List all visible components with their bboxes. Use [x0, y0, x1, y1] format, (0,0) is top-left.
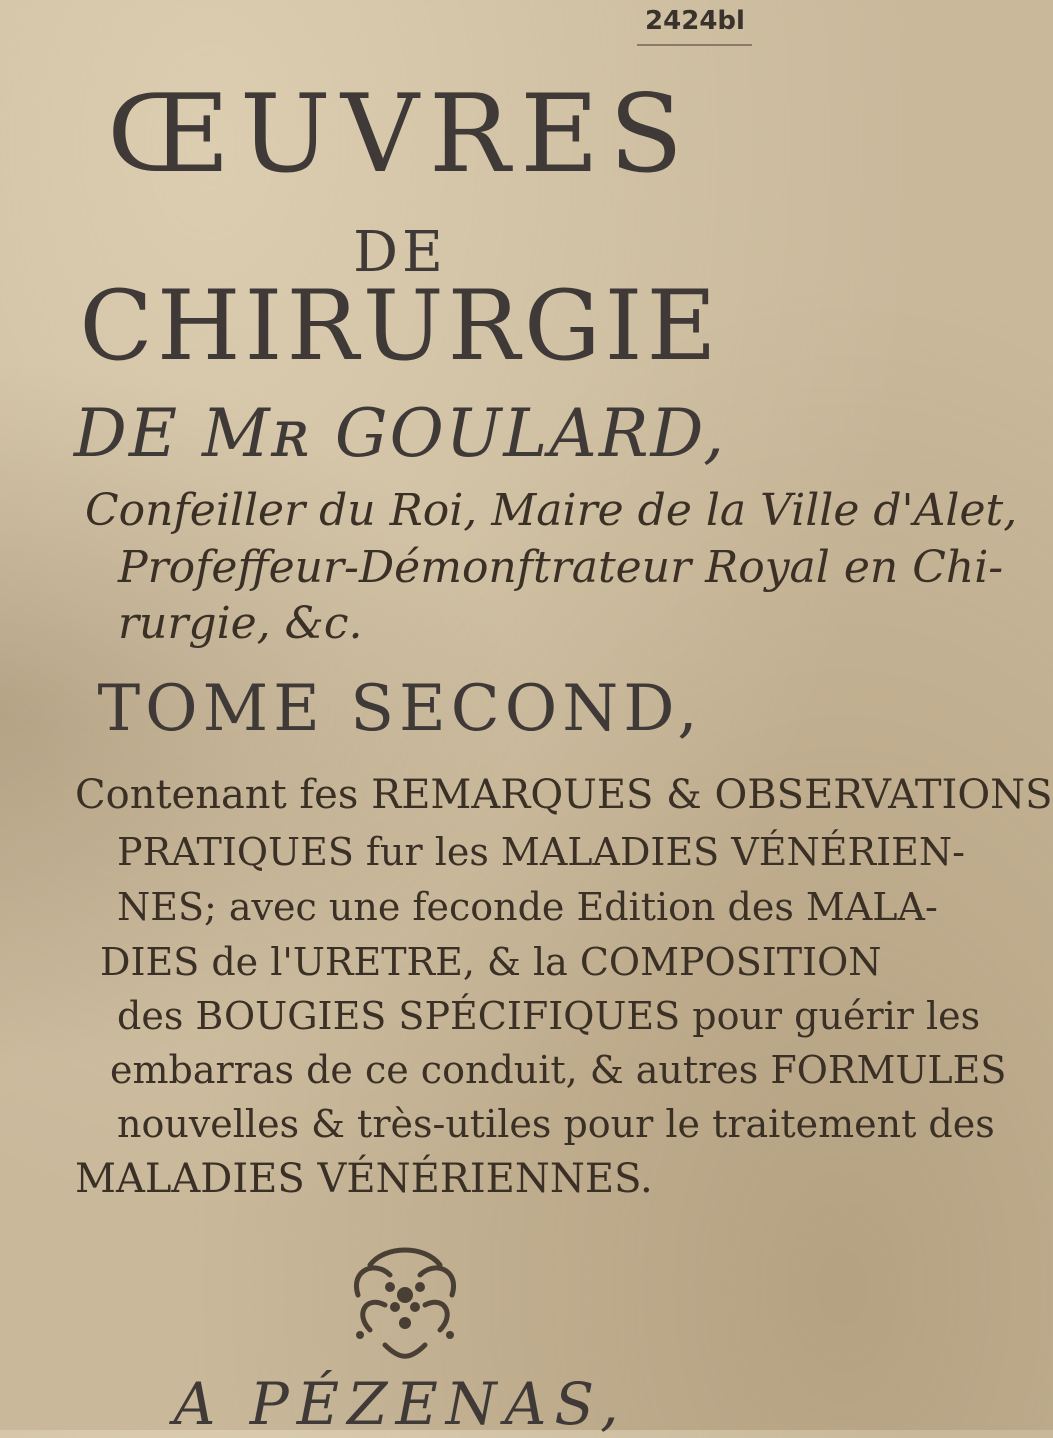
- contents-line-3: NES; avec une feconde Edition des MALA-: [117, 885, 938, 929]
- title-author: DE Mʀ GOULARD,: [73, 395, 727, 472]
- contents-line-2: PRATIQUES fur les MALADIES VÉNÉRIEN-: [117, 830, 965, 874]
- contents-line-6: embarras de ce conduit, & autres FORMULES: [110, 1048, 1007, 1092]
- shelfmark-rule: [637, 44, 752, 46]
- floral-vignette-icon: [330, 1235, 480, 1365]
- imprint-place: A PÉZENAS,: [173, 1370, 627, 1438]
- title-de: DE: [353, 220, 447, 285]
- title-oeuvres: ŒUVRES: [107, 72, 693, 197]
- shelfmark: 2424bl: [645, 6, 745, 36]
- author-title-line-2: Profeffeur-Démonftrateur Royal en Chi-: [118, 542, 1004, 593]
- author-title-line-3: rurgie, &c.: [118, 598, 363, 649]
- contents-line-1: Contenant fes REMARQUES & OBSERVATIONS: [75, 772, 1053, 818]
- contents-line-7: nouvelles & très-utiles pour le traitement des: [117, 1102, 995, 1146]
- title-chirurgie: CHIRURGIE: [79, 270, 721, 382]
- author-title-line-1: Confeiller du Roi, Maire de la Ville d'Alet,: [85, 485, 1018, 536]
- contents-line-8: MALADIES VÉNÉRIENNES.: [75, 1156, 653, 1202]
- contents-line-5: des BOUGIES SPÉCIFIQUES pour guérir les: [117, 994, 981, 1038]
- contents-line-4: DIES de l'URETRE, & la COMPOSITION: [100, 940, 882, 984]
- volume-label: TOME SECOND,: [97, 672, 703, 746]
